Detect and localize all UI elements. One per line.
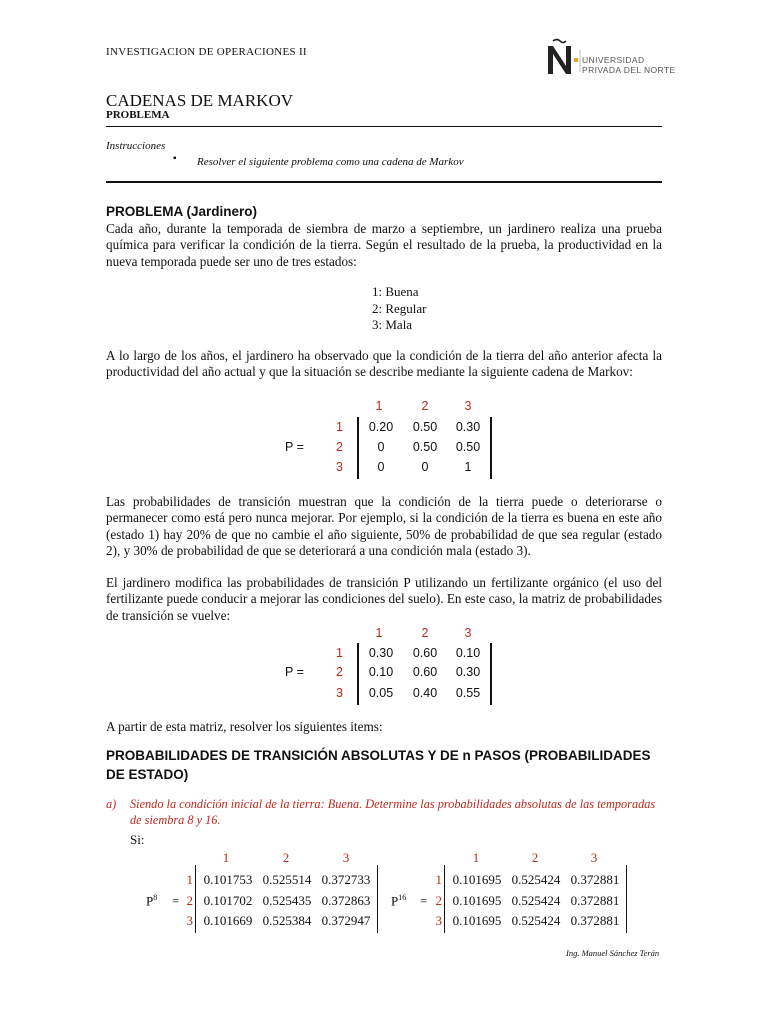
matrix1-cell: 0.20	[368, 420, 394, 434]
instructions-label: Instrucciones	[106, 140, 166, 152]
matrix2-cell: 0.60	[412, 646, 438, 660]
p16-col-1: 1	[472, 850, 480, 865]
paragraph-2: A lo largo de los años, el jardinero ha observado que la condición de la tierra del año anterior afecta la productividad del año actual y que la situación se describe mediante la siguiente cadena de Markov:	[106, 348, 662, 380]
p8-cell: 0.372863	[321, 893, 371, 908]
matrix2-right-bar	[490, 643, 492, 705]
p16-label	[391, 893, 406, 909]
p16-cell: 0.101695	[452, 913, 502, 928]
p8-cell: 0.525435	[262, 893, 312, 908]
p16-cell: 0.525424	[511, 872, 561, 887]
p16-cell: 0.101695	[452, 893, 502, 908]
question-a-text: Siendo la condición inicial de la tierra: Buena. Determine las probabilidades absolutas de las temporadas de siembra 8 y 16.	[130, 797, 656, 827]
p8-row-3: 3	[186, 913, 193, 928]
matrix1-right-bar	[490, 417, 492, 479]
instructions-item: Resolver el siguiente problema como una cadena de Markov	[197, 156, 464, 168]
matrix1-row-2: 2	[336, 440, 343, 454]
matrix2-left-bar	[357, 643, 359, 705]
p8-cell: 0.101702	[203, 893, 253, 908]
matrix2-col-3: 3	[464, 626, 472, 640]
p16-eq: =	[420, 893, 428, 908]
p8-row-2: 2	[186, 893, 193, 908]
problem-title: PROBLEMA (Jardinero)	[106, 204, 258, 219]
matrix1-row-1: 1	[336, 420, 343, 434]
matrix1-cell: 0.50	[455, 440, 481, 454]
matrix2-cell: 0.55	[455, 686, 481, 700]
matrix1-cell: 0.50	[412, 420, 438, 434]
footer-author: Ing. Manuel Sánchez Terán	[566, 948, 660, 958]
matrix1-cell: 0.30	[455, 420, 481, 434]
problem-intro: Cada año, durante la temporada de siembra de marzo a septiembre, un jardinero realiza una prueba química para verificar la condición de la tierra. Según el resultado de la prueba, la productividad en la nueva temporada puede ser uno de tres estados:	[106, 221, 662, 269]
matrix2-col-1: 1	[375, 626, 383, 640]
p16-cell: 0.372881	[570, 872, 620, 887]
matrix1-cell: 0	[421, 460, 429, 474]
states-list	[372, 284, 427, 334]
matrix1-col-3: 3	[464, 399, 472, 413]
matrix2-col-2: 2	[421, 626, 429, 640]
matrix2-label: P =	[285, 665, 304, 679]
p16-left-bar	[444, 865, 445, 933]
p8-cell: 0.101669	[203, 913, 253, 928]
p16-col-3: 3	[590, 850, 598, 865]
logo-text	[582, 55, 676, 75]
divider-top	[106, 126, 662, 127]
p8-cell: 0.372733	[321, 872, 371, 887]
matrix1-cell: 0	[377, 440, 385, 454]
p16-cell: 0.101695	[452, 872, 502, 887]
matrix2-cell: 0.05	[368, 686, 394, 700]
p16-row-2: 2	[435, 893, 442, 908]
p8-eq: =	[172, 893, 180, 908]
logo-text-line1: UNIVERSIDAD	[582, 55, 645, 65]
matrix1-row-3: 3	[336, 460, 343, 474]
p16-row-3: 3	[435, 913, 442, 928]
paragraph-3: Las probabilidades de transición muestran que la condición de la tierra puede o deteriorarse o permanecer como está pero nunca mejorar. Por ejemplo, si la condición de la tierra es buena en este año (estado 1) hay 20% de que no cambie el año siguiente, 50% de probabilidad de que sea regular (estado 2), y 30% de probabilidad de que se deteriorará a una condición mala (estado 3).	[106, 494, 662, 558]
matrix2-cell: 0.40	[412, 686, 438, 700]
matrix2-cell: 0.10	[455, 646, 481, 660]
p16-label-exp: 16	[398, 893, 407, 902]
question-a	[106, 797, 666, 828]
p16-cell: 0.372881	[570, 893, 620, 908]
document-title: CADENAS DE MARKOV	[106, 91, 294, 110]
matrix2-cell: 0.10	[368, 665, 394, 679]
matrix2-cell: 0.30	[455, 665, 481, 679]
p8-label-base: P	[146, 893, 154, 909]
bullet-icon: ▪	[173, 153, 177, 164]
matrix2-row-2: 2	[336, 665, 343, 679]
p16-col-2: 2	[531, 850, 539, 865]
matrix2-row-3: 3	[336, 686, 343, 700]
state-2: 2: Regular	[372, 300, 427, 316]
p16-label-base: P	[391, 893, 399, 909]
matrix1-col-2: 2	[421, 399, 429, 413]
p8-label	[146, 893, 157, 909]
matrix1-cell: 0.50	[412, 440, 438, 454]
p8-row-1: 1	[186, 872, 193, 887]
si-label: Si:	[130, 832, 145, 847]
matrix2-cell: 0.60	[412, 665, 438, 679]
matrix2-cell: 0.30	[368, 646, 394, 660]
p8-left-bar	[195, 865, 196, 933]
divider-bottom	[106, 181, 662, 183]
p8-cell: 0.372947	[321, 913, 371, 928]
p8-col-1: 1	[222, 850, 230, 865]
p8-col-2: 2	[282, 850, 290, 865]
p8-cell: 0.525384	[262, 913, 312, 928]
state-1: 1: Buena	[372, 284, 419, 299]
matrix1-cell: 1	[464, 460, 472, 474]
p16-cell: 0.525424	[511, 913, 561, 928]
course-header: INVESTIGACION DE OPERACIONES II	[106, 46, 307, 58]
p16-cell: 0.372881	[570, 913, 620, 928]
matrix1-left-bar	[357, 417, 359, 479]
matrix1-label: P =	[285, 440, 304, 454]
p8-right-bar	[377, 865, 378, 933]
matrix1-col-1: 1	[375, 399, 383, 413]
p8-label-exp: 8	[153, 893, 158, 902]
p8-cell: 0.525514	[262, 872, 312, 887]
p8-col-3: 3	[342, 850, 350, 865]
p16-row-1: 1	[435, 872, 442, 887]
paragraph-5: A partir de esta matriz, resolver los siguientes items:	[106, 719, 383, 734]
p16-right-bar	[626, 865, 627, 933]
state-3: 3: Mala	[372, 317, 413, 332]
document-subtitle: PROBLEMA	[106, 109, 170, 121]
matrix1-cell: 0	[377, 460, 385, 474]
p8-cell: 0.101753	[203, 872, 253, 887]
matrix2-row-1: 1	[336, 646, 343, 660]
paragraph-4: El jardinero modifica las probabilidades de transición P utilizando un fertilizante orgánico (el uso del fertilizante puede conducir a mejorar las condiciones del suelo). En este caso, la matriz de probabilidades de transición se vuelve:	[106, 575, 662, 623]
logo-text-line2: PRIVADA DEL NORTE	[582, 65, 676, 75]
section-title: PROBABILIDADES DE TRANSICIÓN ABSOLUTAS Y DE n PASOS (PROBABILIDADES DE ESTADO)	[106, 748, 651, 782]
p16-cell: 0.525424	[511, 893, 561, 908]
question-a-marker: a)	[106, 797, 117, 811]
